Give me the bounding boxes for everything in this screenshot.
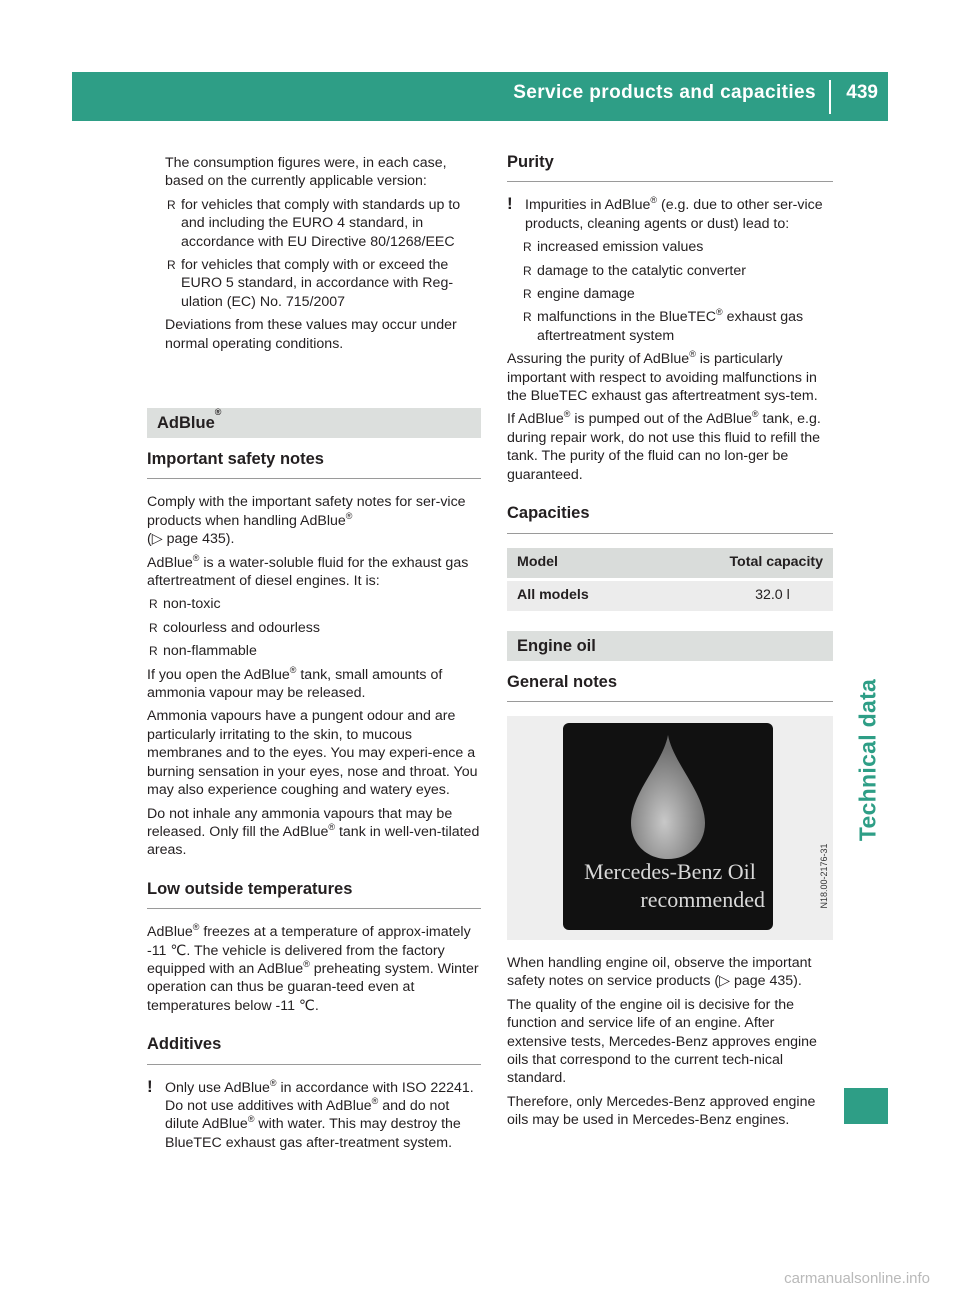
oil-recommended-image — [507, 716, 833, 940]
safety-paragraph: Ammonia vapours have a pungent odour and are particularly irritating to the skin, to mucous membranes and to the eyes. You may experi-ence a burning sensation in your eyes, nose and throat. You may also experience coughing and watery eyes. — [147, 708, 478, 799]
list-item: R for vehicles that comply with standards up to and including the EURO 4 standard, in accordance with EU Directive 80/1268/EEC — [167, 196, 461, 250]
list-item: R for vehicles that comply with or exceed the EURO 5 standard, in accordance with Reg-ulation (EC) No. 715/2007 — [167, 257, 454, 310]
intro-section — [165, 154, 481, 358]
table-cell: 32.0 l — [652, 579, 833, 611]
intro-text: The consumption figures were, in each case, based on the currently applicable version: — [165, 155, 447, 190]
safety-paragraph: If you open the AdBlue® tank, small amounts of ammonia vapour may be released. — [147, 664, 443, 702]
page-header — [72, 72, 888, 121]
general-notes-heading: General notes — [507, 673, 833, 702]
deviations-text: Deviations from these values may occur under normal operating conditions. — [165, 317, 457, 352]
oil-paragraph: The quality of the engine oil is decisive for the function and service life of an engine. After extensive tests, Mercedes-Benz approves engine oils that correspond to the current tech-nical standard. — [507, 996, 817, 1087]
oil-label-panel — [563, 723, 773, 930]
list-item: R non-toxic — [149, 596, 221, 613]
adblue-heading: AdBlue® — [147, 408, 481, 438]
additives-warning: ! Only use AdBlue® in accordance with ISO 22241. Do not use additives with AdBlue® and do not dilute AdBlue® with water. This may destroy the BlueTEC exhaust gas after-treatment system. — [147, 1076, 474, 1151]
low-temp-heading: Low outside temperatures — [147, 880, 481, 909]
list-item: R colourless and odourless — [149, 619, 320, 636]
table-row — [507, 579, 833, 611]
purity-heading: Purity — [507, 153, 833, 182]
list-item: R malfunctions in the BlueTEC® exhaust gas aftertreatment system — [523, 307, 804, 344]
side-tab — [844, 640, 892, 880]
list-item: R non-flammable — [149, 643, 257, 660]
safety-heading: Important safety notes — [147, 450, 481, 479]
page-number: 439 — [846, 82, 878, 103]
capacities-table — [507, 548, 833, 611]
engine-oil-heading: Engine oil — [507, 631, 833, 661]
image-code: N18.00-2176-31 — [818, 843, 829, 909]
side-tab-label: Technical data — [854, 678, 881, 842]
additives-heading: Additives — [147, 1035, 481, 1064]
capacities-heading: Capacities — [507, 504, 833, 533]
oil-drop-icon — [563, 723, 773, 863]
purity-warning: ! Impurities in AdBlue® (e.g. due to other ser-vice products, cleaning agents or dust) lead to: — [507, 194, 823, 232]
table-header-row — [507, 548, 833, 580]
table-header-cell: Total capacity — [652, 548, 833, 580]
side-tab-marker — [844, 1088, 888, 1124]
oil-paragraph: Therefore, only Mercedes-Benz approved engine oils may be used in Mercedes-Benz engines. — [507, 1093, 816, 1129]
list-item: R engine damage — [523, 286, 635, 303]
table-cell: All models — [507, 579, 652, 611]
table-header-cell: Model — [507, 548, 652, 580]
page-reference-link[interactable]: (▷ page 435). — [147, 531, 235, 548]
oil-label-line2: recommended — [640, 886, 765, 912]
oil-label-line1: Mercedes-Benz Oil — [584, 858, 756, 884]
list-item: R damage to the catalytic converter — [523, 262, 746, 279]
header-divider — [829, 80, 831, 114]
warning-icon: ! — [507, 194, 513, 214]
warning-icon: ! — [147, 1076, 153, 1096]
watermark: carmanualsonline.info — [784, 1270, 930, 1287]
oil-paragraph: When handling engine oil, observe the important safety notes on service products (▷ page 435). — [507, 954, 812, 990]
purity-paragraph: If AdBlue® is pumped out of the AdBlue® tank, e.g. during repair work, do not use this fluid to refill the tank. The purity of the fluid can no lon-ger be guaranteed. — [507, 409, 821, 483]
safety-paragraph: Do not inhale any ammonia vapours that may be released. Only fill the AdBlue® tank in well-ven-tilated areas. — [147, 805, 480, 859]
safety-paragraph: Comply with the important safety notes for ser-vice products when handling AdBlue® (▷ page 435). — [147, 494, 466, 548]
low-temp-paragraph: AdBlue® freezes at a temperature of approx-imately -11 ℃. The vehicle is delivered from the factory equipped with an AdBlue® preheating system. Winter operation can thus be guaran-teed even at temperatures below -11 ℃. — [147, 922, 479, 1014]
safety-paragraph: AdBlue® is a water-soluble fluid for the exhaust gas aftertreatment of diesel engines. It is: — [147, 552, 469, 590]
list-item: R increased emission values — [523, 239, 704, 256]
adblue-section — [147, 408, 481, 1157]
right-column — [507, 153, 833, 1135]
header-title: Service products and capacities — [513, 82, 816, 103]
purity-paragraph: Assuring the purity of AdBlue® is particularly important with respect to avoiding malfunctions in the BlueTEC exhaust gas aftertreatment sys-tem. — [507, 349, 818, 405]
